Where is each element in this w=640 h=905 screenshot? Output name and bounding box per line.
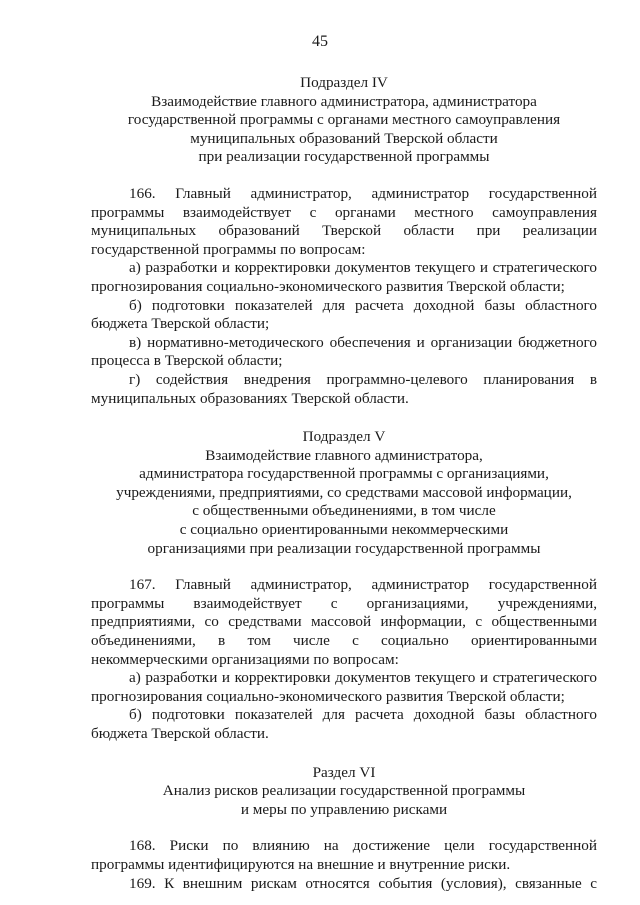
page-number: 45 [312,33,328,50]
paragraph-167: 167. Главный администратор, администратор государственной программы взаимодействует с организациями, учреждениями, предприятиями, со средствами массовой информации, с общественными объединениями, в том числе с социально ориентированными некоммерческими организациями по вопросам: [91,576,597,668]
paragraph-168: 168. Риски по влиянию на достижение цели государственной программы идентифицируются на внешние и внутренние риски. [91,837,597,873]
paragraph-166-g: г) содействия внедрения программно-целевого планирования в муниципальных образованиях Тверской области. [91,370,597,407]
subsection-4-heading-line: муниципальных образований Тверской области [190,129,498,147]
section-6-heading [91,764,597,820]
subsection-4-heading-line: при реализации государственной программы [198,148,490,166]
subsection-5-heading-line: организациями при реализации государственной программы [147,539,541,557]
subsection-5-heading-line: Взаимодействие главного администратора, [205,446,483,464]
paragraph-166: 166. Главный администратор, администратор государственной программы взаимодействует с органами местного самоуправления муниципальных образований Тверской области при реализации государственной программы по вопросам: [91,184,597,258]
subsection-5-heading-line: с общественными объединениями, в том числе [192,502,496,520]
subsection-4-heading-line: государственной программы с органами местного самоуправления [127,111,561,129]
paragraph-166-b: б) подготовки показателей для расчета доходной базы областного бюджета Тверской области; [91,296,597,333]
subsection-5-heading-line: администратора государственной программы с организациями, [139,465,549,483]
subsection-5-title: Подраздел V [302,428,386,446]
subsection-5-heading-line: учреждениями, предприятиями, со средствами массовой информации, [116,483,572,501]
subsection-4-title: Подраздел IV [300,74,388,91]
section-6-heading-line: Анализ рисков реализации государственной программы [162,782,526,800]
page-content [91,74,597,893]
paragraph-169: 169. К внешним рискам относятся события (условия), связанные с [129,874,597,892]
subsection-5-heading-line: с социально ориентированными некоммерческими [179,521,509,539]
section-6-title: Раздел VI [312,763,376,781]
subsection-5-heading [91,428,597,558]
section-6-heading-line: и меры по управлению рисками [240,800,448,818]
subsection-4-heading [91,74,597,167]
paragraph-167-b: б) подготовки показателей для расчета доходной базы областного бюджета Тверской области. [91,706,597,742]
subsection-4-heading-line: Взаимодействие главного администратора, администратора [151,92,537,110]
paragraph-166-v: в) нормативно-методического обеспечения и организации бюджетного процесса в Тверской области; [91,333,597,370]
paragraph-167-a: а) разработки и корректировки документов текущего и стратегического прогнозирования социально-экономического развития Тверской области; [91,669,597,705]
paragraph-166-a: а) разработки и корректировки документов текущего и стратегического прогнозирования социально-экономического развития Тверской области; [91,259,597,295]
